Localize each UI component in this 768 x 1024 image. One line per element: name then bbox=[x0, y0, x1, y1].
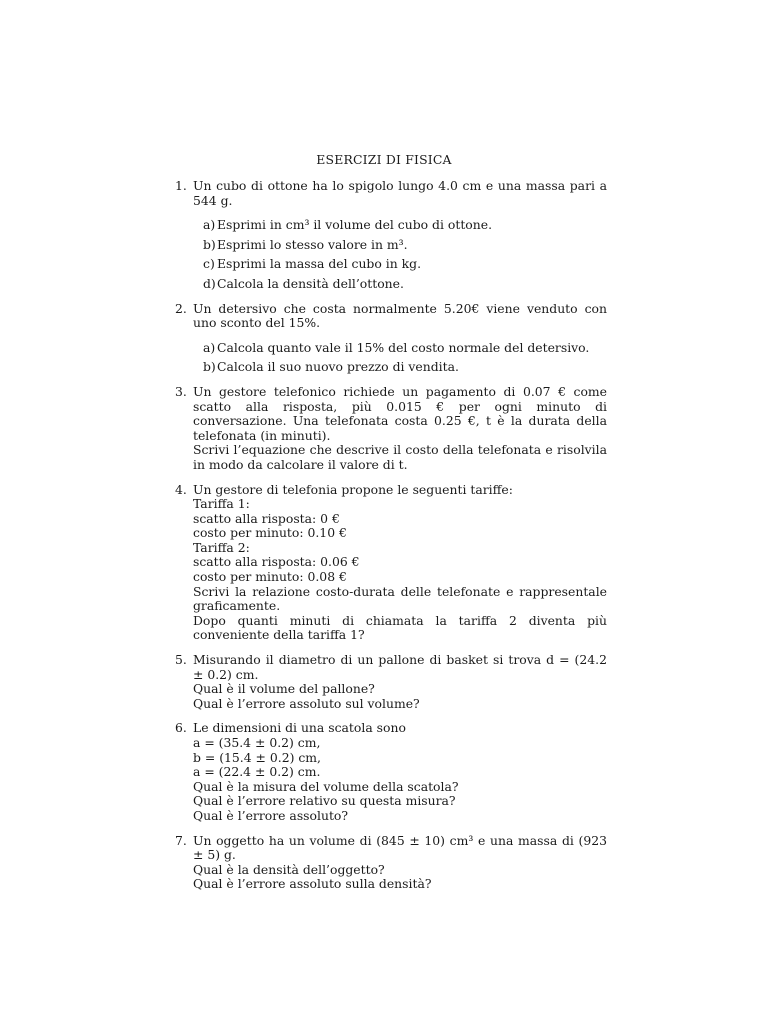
sub-item-label: b) bbox=[203, 359, 216, 375]
sub-item bbox=[193, 218, 607, 233]
exercise-number: 2. bbox=[175, 300, 187, 316]
sub-item-text: Calcola quanto vale il 15% del costo normale del detersivo. bbox=[217, 339, 590, 355]
exercise-text: Un detersivo che costa normalmente 5.20€ viene venduto con uno sconto del 15%. bbox=[193, 300, 607, 331]
exercise-number: 6. bbox=[175, 720, 187, 736]
formula-line: b = (15.4 ± 0.2) cm, bbox=[193, 749, 321, 765]
text-line: Qual è l’errore assoluto sul volume? bbox=[193, 695, 420, 711]
exercise-number: 1. bbox=[175, 178, 187, 193]
formula-line: a = (22.4 ± 0.2) cm. bbox=[193, 764, 321, 780]
sub-item bbox=[193, 257, 607, 272]
text-line: Qual è la densità dell’oggetto? bbox=[193, 861, 385, 877]
sub-item-text: Calcola la densità dell’ottone. bbox=[217, 275, 404, 291]
sub-item-label: c) bbox=[203, 256, 215, 272]
exercise-number: 3. bbox=[175, 383, 187, 399]
exercise-list bbox=[175, 179, 607, 902]
exercise-number: 7. bbox=[175, 832, 187, 848]
exercise-text bbox=[193, 483, 607, 644]
exercise-text bbox=[193, 653, 607, 711]
text-line: Misurando il diametro di un pallone di basket si trova d = (24.2 ± 0.2) cm. bbox=[193, 652, 607, 682]
formula-line: a = (35.4 ± 0.2) cm, bbox=[193, 735, 321, 750]
page-title: ESERCIZI DI FISICA bbox=[316, 152, 452, 167]
exercise-2 bbox=[175, 302, 607, 375]
tariff-2-heading: Tariffa 2: bbox=[193, 539, 250, 555]
text-line: scatto alla risposta: 0.06 € bbox=[193, 554, 360, 570]
sub-item bbox=[193, 360, 607, 375]
sub-item bbox=[193, 277, 607, 292]
text-line: Un gestore telefonico richiede un pagamento di 0.07 € come scatto alla risposta, più 0.015 € per ogni minuto di conversazione. Una telefonata costa 0.25 €, t è la durata della telefonata (in minuti). bbox=[193, 383, 607, 443]
text-line: Un gestore di telefonia propone le seguenti tariffe: bbox=[193, 481, 513, 497]
sub-item-text: Esprimi lo stesso valore in m³. bbox=[217, 236, 408, 252]
exercise-text bbox=[193, 721, 607, 823]
text-line: Qual è l’errore assoluto? bbox=[193, 807, 349, 823]
sub-item-text: Esprimi la massa del cubo in kg. bbox=[217, 256, 422, 272]
text-line: Qual è la misura del volume della scatola? bbox=[193, 778, 459, 794]
exercise-4 bbox=[175, 483, 607, 644]
text-line: Un oggetto ha un volume di (845 ± 10) cm³ e una massa di (923 ± 5) g. bbox=[193, 832, 607, 863]
sub-item-label: a) bbox=[203, 339, 216, 355]
text-line: Qual è l’errore relativo su questa misura? bbox=[193, 793, 456, 809]
exercise-number: 4. bbox=[175, 481, 187, 497]
text-line: Dopo quanti minuti di chiamata la tariffa 2 diventa più conveniente della tariffa 1? bbox=[193, 612, 607, 643]
sub-item bbox=[193, 341, 607, 356]
sub-item-list bbox=[193, 218, 607, 291]
exercise-6 bbox=[175, 721, 607, 823]
text-line: Scrivi la relazione costo-durata delle telefonate e rappresentale graficamente. bbox=[193, 583, 607, 614]
exercise-number: 5. bbox=[175, 652, 187, 668]
sub-item-list bbox=[193, 341, 607, 375]
text-line: Qual è l’errore assoluto sulla densità? bbox=[193, 876, 432, 892]
sub-item-label: d) bbox=[203, 275, 216, 291]
text-line: costo per minuto: 0.10 € bbox=[193, 525, 347, 541]
exercise-text bbox=[193, 385, 607, 473]
exercise-1 bbox=[175, 179, 607, 292]
exercise-3 bbox=[175, 385, 607, 473]
exercise-7 bbox=[175, 834, 607, 892]
tariff-1-heading: Tariffa 1: bbox=[193, 496, 250, 512]
exercise-text: Un cubo di ottone ha lo spigolo lungo 4.0 cm e una massa pari a 544 g. bbox=[193, 178, 607, 208]
text-line: Qual è il volume del pallone? bbox=[193, 681, 375, 697]
exercise-5 bbox=[175, 653, 607, 711]
sub-item-text: Calcola il suo nuovo prezzo di vendita. bbox=[217, 359, 459, 375]
sub-item-text: Esprimi in cm³ il volume del cubo di ottone. bbox=[217, 217, 493, 233]
sub-item bbox=[193, 238, 607, 253]
text-line: Scrivi l’equazione che descrive il costo della telefonata e risolvila in modo da calcolare il valore di t. bbox=[193, 442, 607, 472]
sub-item-label: a) bbox=[203, 217, 216, 233]
text-line: Le dimensioni di una scatola sono bbox=[193, 720, 406, 736]
text-line: costo per minuto: 0.08 € bbox=[193, 569, 347, 585]
exercise-text bbox=[193, 834, 607, 892]
sub-item-label: b) bbox=[203, 236, 216, 252]
text-line: scatto alla risposta: 0 € bbox=[193, 510, 340, 526]
